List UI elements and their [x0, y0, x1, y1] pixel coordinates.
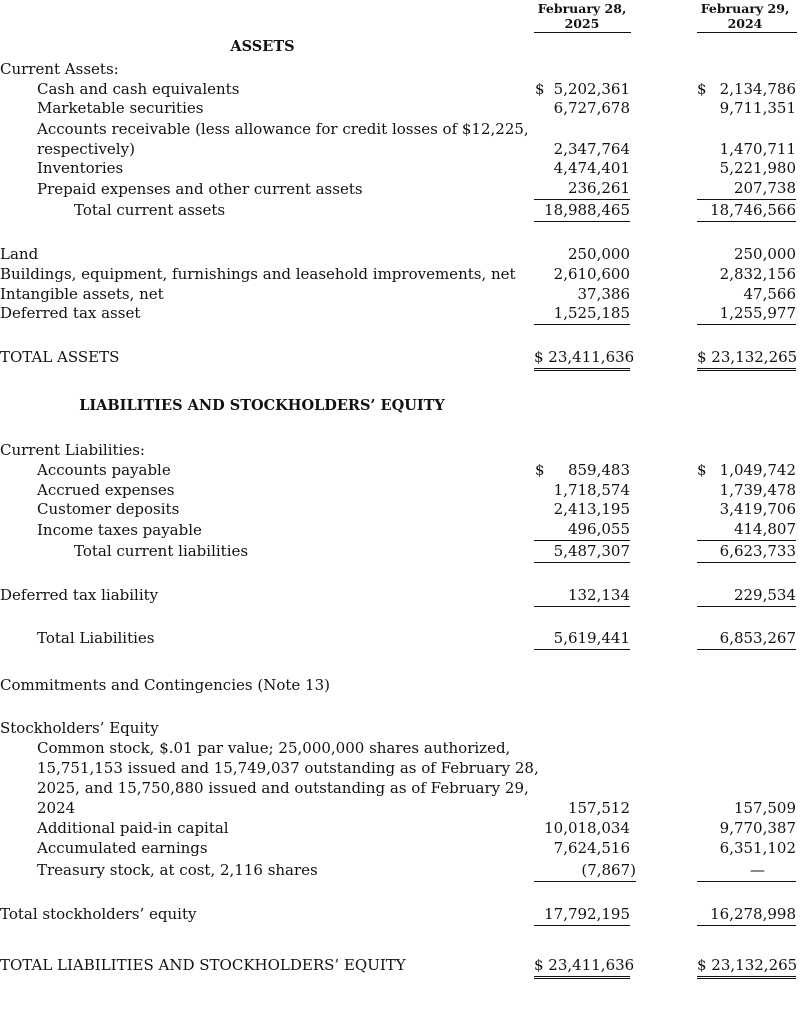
total-current-liabilities-2024: 6,623,733	[697, 541, 796, 563]
total-liabilities-equity-label: TOTAL LIABILITIES AND STOCKHOLDERS’ EQUITY	[0, 956, 406, 974]
intangible-2025: 37,386	[577, 285, 630, 303]
income-tax-2025: 496,055	[534, 519, 630, 541]
apic-2025: 10,018,034	[544, 819, 630, 837]
total-liabilities-2024: 6,853,267	[697, 628, 796, 650]
cash-2025: 5,202,361	[553, 80, 630, 98]
cash-2024: 2,134,786	[719, 80, 796, 98]
treasury-stock-label: Treasury stock, at cost, 2,116 shares	[37, 861, 318, 879]
deferred-tax-liability-2025: 132,134	[534, 585, 630, 607]
total-liabilities-label: Total Liabilities	[37, 629, 155, 647]
column-header-2025-line1: February 28,	[537, 1, 627, 16]
income-tax-2024: 414,807	[697, 519, 796, 541]
receivable-label-line2: respectively)	[37, 140, 135, 158]
prepaid-2025: 236,261	[534, 178, 630, 200]
payable-2024: 1,049,742	[719, 461, 796, 479]
securities-2025: 6,727,678	[553, 99, 630, 117]
payable-dollar-2024: $	[697, 461, 707, 479]
deferred-tax-asset-2024: 1,255,977	[697, 303, 796, 325]
deferred-tax-asset-label: Deferred tax asset	[0, 304, 141, 322]
total-current-assets-2025: 18,988,465	[534, 200, 630, 222]
receivable-2024: 1,470,711	[719, 140, 796, 158]
column-header-2024-line1: February 29,	[700, 1, 790, 16]
accumulated-earnings-label: Accumulated earnings	[37, 839, 208, 857]
accrued-label: Accrued expenses	[37, 481, 175, 499]
inventories-2025: 4,474,401	[553, 159, 630, 177]
cash-label: Cash and cash equivalents	[37, 80, 240, 98]
column-header-2024-rule	[697, 32, 797, 33]
buildings-label: Buildings, equipment, furnishings and leasehold improvements, net	[0, 265, 516, 283]
inventories-2024: 5,221,980	[719, 159, 796, 177]
cash-dollar-2025: $	[535, 80, 545, 98]
securities-2024: 9,711,351	[719, 99, 796, 117]
prepaid-2024: 207,738	[697, 178, 796, 200]
receivable-2025: 2,347,764	[553, 140, 630, 158]
total-current-liabilities-label: Total current liabilities	[74, 542, 249, 560]
total-assets-2025: $ 23,411,636	[534, 347, 630, 371]
column-header-2024-line2: 2024	[727, 16, 763, 31]
accumulated-earnings-2024: 6,351,102	[719, 839, 796, 857]
receivable-label-line1: Accounts receivable (less allowance for credit losses of $12,225,	[37, 120, 529, 138]
inventories-label: Inventories	[37, 159, 124, 177]
land-label: Land	[0, 245, 39, 263]
treasury-stock-2025: (7,867)	[534, 860, 636, 882]
current-assets-label: Current Assets:	[0, 60, 119, 78]
treasury-stock-2024: —	[697, 860, 796, 882]
deferred-tax-liability-label: Deferred tax liability	[0, 586, 159, 604]
deferred-tax-asset-2025: 1,525,185	[534, 303, 630, 325]
column-header-2025	[530, 1, 634, 31]
accrued-2025: 1,718,574	[553, 481, 630, 499]
column-header-2025-rule	[534, 32, 631, 33]
stockholders-equity-label: Stockholders’ Equity	[0, 719, 159, 737]
total-current-assets-label: Total current assets	[74, 201, 226, 219]
intangible-label: Intangible assets, net	[0, 285, 164, 303]
assets-title: ASSETS	[230, 38, 295, 55]
deposits-2024: 3,419,706	[719, 500, 796, 518]
total-liabilities-equity-2024: $ 23,132,265	[697, 955, 796, 979]
total-equity-label: Total stockholders’ equity	[0, 905, 197, 923]
common-stock-2025: 157,512	[567, 799, 630, 817]
securities-label: Marketable securities	[37, 99, 204, 117]
accumulated-earnings-2025: 7,624,516	[553, 839, 630, 857]
payable-2025: 859,483	[567, 461, 630, 479]
column-header-2025-line2: 2025	[564, 16, 600, 31]
buildings-2024: 2,832,156	[719, 265, 796, 283]
intangible-2024: 47,566	[743, 285, 796, 303]
prepaid-label: Prepaid expenses and other current assets	[37, 180, 363, 198]
accrued-2024: 1,739,478	[719, 481, 796, 499]
land-2024: 250,000	[733, 245, 796, 263]
deposits-label: Customer deposits	[37, 500, 180, 518]
payable-label: Accounts payable	[37, 461, 171, 479]
total-liabilities-equity-2025: $ 23,411,636	[534, 955, 630, 979]
common-stock-label-line3: 2025, and 15,750,880 issued and outstanding as of February 29,	[37, 779, 529, 797]
buildings-2025: 2,610,600	[553, 265, 630, 283]
total-equity-2025: 17,792,195	[534, 904, 630, 926]
current-liabilities-label: Current Liabilities:	[0, 441, 145, 459]
commitments-label: Commitments and Contingencies (Note 13)	[0, 676, 330, 694]
land-2025: 250,000	[567, 245, 630, 263]
cash-dollar-2024: $	[697, 80, 707, 98]
common-stock-label-line1: Common stock, $.01 par value; 25,000,000 shares authorized,	[37, 739, 511, 757]
apic-2024: 9,770,387	[719, 819, 796, 837]
payable-dollar-2025: $	[535, 461, 545, 479]
common-stock-label-line2: 15,751,153 issued and 15,749,037 outstanding as of February 28,	[37, 759, 539, 777]
apic-label: Additional paid-in capital	[37, 819, 229, 837]
total-equity-2024: 16,278,998	[697, 904, 796, 926]
total-liabilities-2025: 5,619,441	[534, 628, 630, 650]
liabilities-title: LIABILITIES AND STOCKHOLDERS’ EQUITY	[79, 397, 445, 414]
total-current-liabilities-2025: 5,487,307	[534, 541, 630, 563]
common-stock-label-line4: 2024	[37, 799, 76, 817]
common-stock-2024: 157,509	[733, 799, 796, 817]
column-header-2024	[693, 1, 797, 31]
total-current-assets-2024: 18,746,566	[697, 200, 796, 222]
income-tax-label: Income taxes payable	[37, 521, 202, 539]
deposits-2025: 2,413,195	[553, 500, 630, 518]
deferred-tax-liability-2024: 229,534	[697, 585, 796, 607]
total-assets-2024: $ 23,132,265	[697, 347, 796, 371]
total-assets-label: TOTAL ASSETS	[0, 348, 120, 366]
